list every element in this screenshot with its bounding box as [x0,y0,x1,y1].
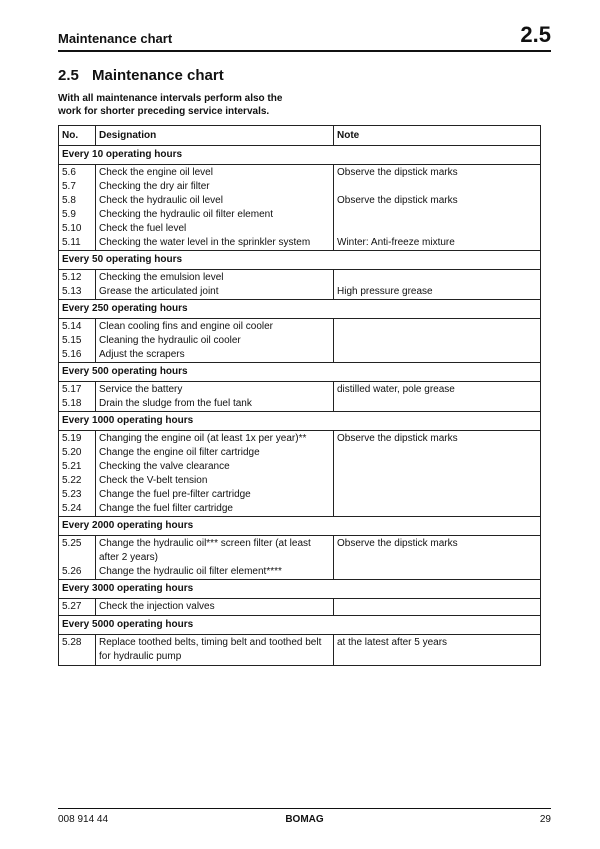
cell-designation: Checking the hydraulic oil filter element [96,208,334,222]
cell-designation: Grease the articulated joint [96,285,334,300]
interval-group-row [59,616,541,635]
footer-page-number: 29 [539,814,551,825]
cell-no: 5.21 [59,460,96,474]
interval-label: Every 1000 operating hours [59,412,541,431]
interval-label: Every 500 operating hours [59,363,541,382]
table-row [59,348,541,363]
cell-no: 5.22 [59,474,96,488]
cell-note [334,208,541,222]
table-row [59,222,541,236]
cell-no: 5.17 [59,382,96,398]
footer-doc-number: 008 914 44 [58,814,109,825]
cell-designation: Change the hydraulic oil*** screen filter (at least after 2 years) [96,536,334,566]
table-row [59,460,541,474]
cell-designation: Checking the water level in the sprinkler system [96,236,334,251]
cell-note [334,460,541,474]
table-row [59,180,541,194]
table-row [59,431,541,447]
cell-note [334,502,541,517]
cell-note [334,446,541,460]
table-row [59,319,541,335]
table-row [59,236,541,251]
cell-note [334,180,541,194]
interval-label: Every 3000 operating hours [59,580,541,599]
cell-note: Observe the dipstick marks [334,194,541,208]
table-row [59,270,541,286]
cell-note: Observe the dipstick marks [334,536,541,566]
page-header [58,22,551,52]
table-row [59,565,541,580]
cell-no: 5.20 [59,446,96,460]
interval-group-row [59,300,541,319]
interval-group-row [59,251,541,270]
cell-designation: Check the injection valves [96,599,334,616]
cell-no: 5.14 [59,319,96,335]
intro-text: With all maintenance intervals perform also the work for shorter preceding service intervals. [58,93,283,117]
table-row [59,194,541,208]
header-title: Maintenance chart [58,31,173,46]
table-row [59,599,541,616]
cell-no: 5.26 [59,565,96,580]
cell-note [334,397,541,412]
cell-note [334,270,541,286]
cell-note [334,488,541,502]
section-title: Maintenance chart [92,67,224,84]
table-row [59,635,541,666]
cell-note [334,348,541,363]
interval-group-row [59,580,541,599]
cell-no: 5.12 [59,270,96,286]
column-header-no: No. [59,126,96,146]
cell-no: 5.10 [59,222,96,236]
cell-no: 5.15 [59,334,96,348]
interval-label: Every 250 operating hours [59,300,541,319]
section-heading [58,67,224,84]
cell-note: distilled water, pole grease [334,382,541,398]
table-row [59,285,541,300]
table-row [59,208,541,222]
cell-no: 5.11 [59,236,96,251]
column-header-note: Note [334,126,541,146]
cell-designation: Change the fuel pre-filter cartridge [96,488,334,502]
table-row [59,397,541,412]
cell-designation: Check the fuel level [96,222,334,236]
cell-no: 5.9 [59,208,96,222]
cell-no: 5.28 [59,635,96,666]
table-body [59,146,541,666]
cell-note [334,222,541,236]
cell-no: 5.6 [59,165,96,181]
cell-no: 5.16 [59,348,96,363]
cell-designation: Change the engine oil filter cartridge [96,446,334,460]
table-row [59,334,541,348]
maintenance-table [58,125,541,666]
cell-designation: Cleaning the hydraulic oil cooler [96,334,334,348]
cell-designation: Service the battery [96,382,334,398]
interval-group-row [59,517,541,536]
cell-no: 5.8 [59,194,96,208]
cell-no: 5.19 [59,431,96,447]
interval-group-row [59,146,541,165]
cell-designation: Clean cooling fins and engine oil cooler [96,319,334,335]
interval-group-row [59,412,541,431]
cell-note [334,565,541,580]
interval-label: Every 10 operating hours [59,146,541,165]
table-row [59,502,541,517]
cell-note: Winter: Anti-freeze mixture [334,236,541,251]
cell-note [334,319,541,335]
cell-no: 5.7 [59,180,96,194]
cell-designation: Check the engine oil level [96,165,334,181]
cell-note [334,334,541,348]
cell-designation: Changing the engine oil (at least 1x per year)** [96,431,334,447]
cell-designation: Adjust the scrapers [96,348,334,363]
cell-no: 5.24 [59,502,96,517]
cell-no: 5.18 [59,397,96,412]
page-footer [58,808,551,825]
cell-designation: Drain the sludge from the fuel tank [96,397,334,412]
interval-label: Every 2000 operating hours [59,517,541,536]
cell-note: Observe the dipstick marks [334,165,541,181]
table-row [59,382,541,398]
cell-designation: Check the hydraulic oil level [96,194,334,208]
table-header-row [59,126,541,146]
cell-note [334,599,541,616]
cell-note: at the latest after 5 years [334,635,541,666]
interval-group-row [59,363,541,382]
cell-note: Observe the dipstick marks [334,431,541,447]
table-row [59,536,541,566]
table-row [59,488,541,502]
header-section-number: 2.5 [520,22,551,47]
cell-designation: Check the V-belt tension [96,474,334,488]
cell-note: High pressure grease [334,285,541,300]
cell-no: 5.27 [59,599,96,616]
interval-label: Every 50 operating hours [59,251,541,270]
interval-label: Every 5000 operating hours [59,616,541,635]
cell-no: 5.23 [59,488,96,502]
cell-designation: Checking the valve clearance [96,460,334,474]
footer-brand: BOMAG [285,814,324,825]
cell-designation: Checking the emulsion level [96,270,334,286]
cell-note [334,474,541,488]
column-header-designation: Designation [96,126,334,146]
cell-designation: Change the hydraulic oil filter element**** [96,565,334,580]
cell-no: 5.25 [59,536,96,566]
cell-designation: Checking the dry air filter [96,180,334,194]
table-row [59,446,541,460]
table-row [59,165,541,181]
section-number: 2.5 [58,67,79,84]
cell-designation: Replace toothed belts, timing belt and toothed belt for hydraulic pump [96,635,334,666]
cell-designation: Change the fuel filter cartridge [96,502,334,517]
table-row [59,474,541,488]
cell-no: 5.13 [59,285,96,300]
